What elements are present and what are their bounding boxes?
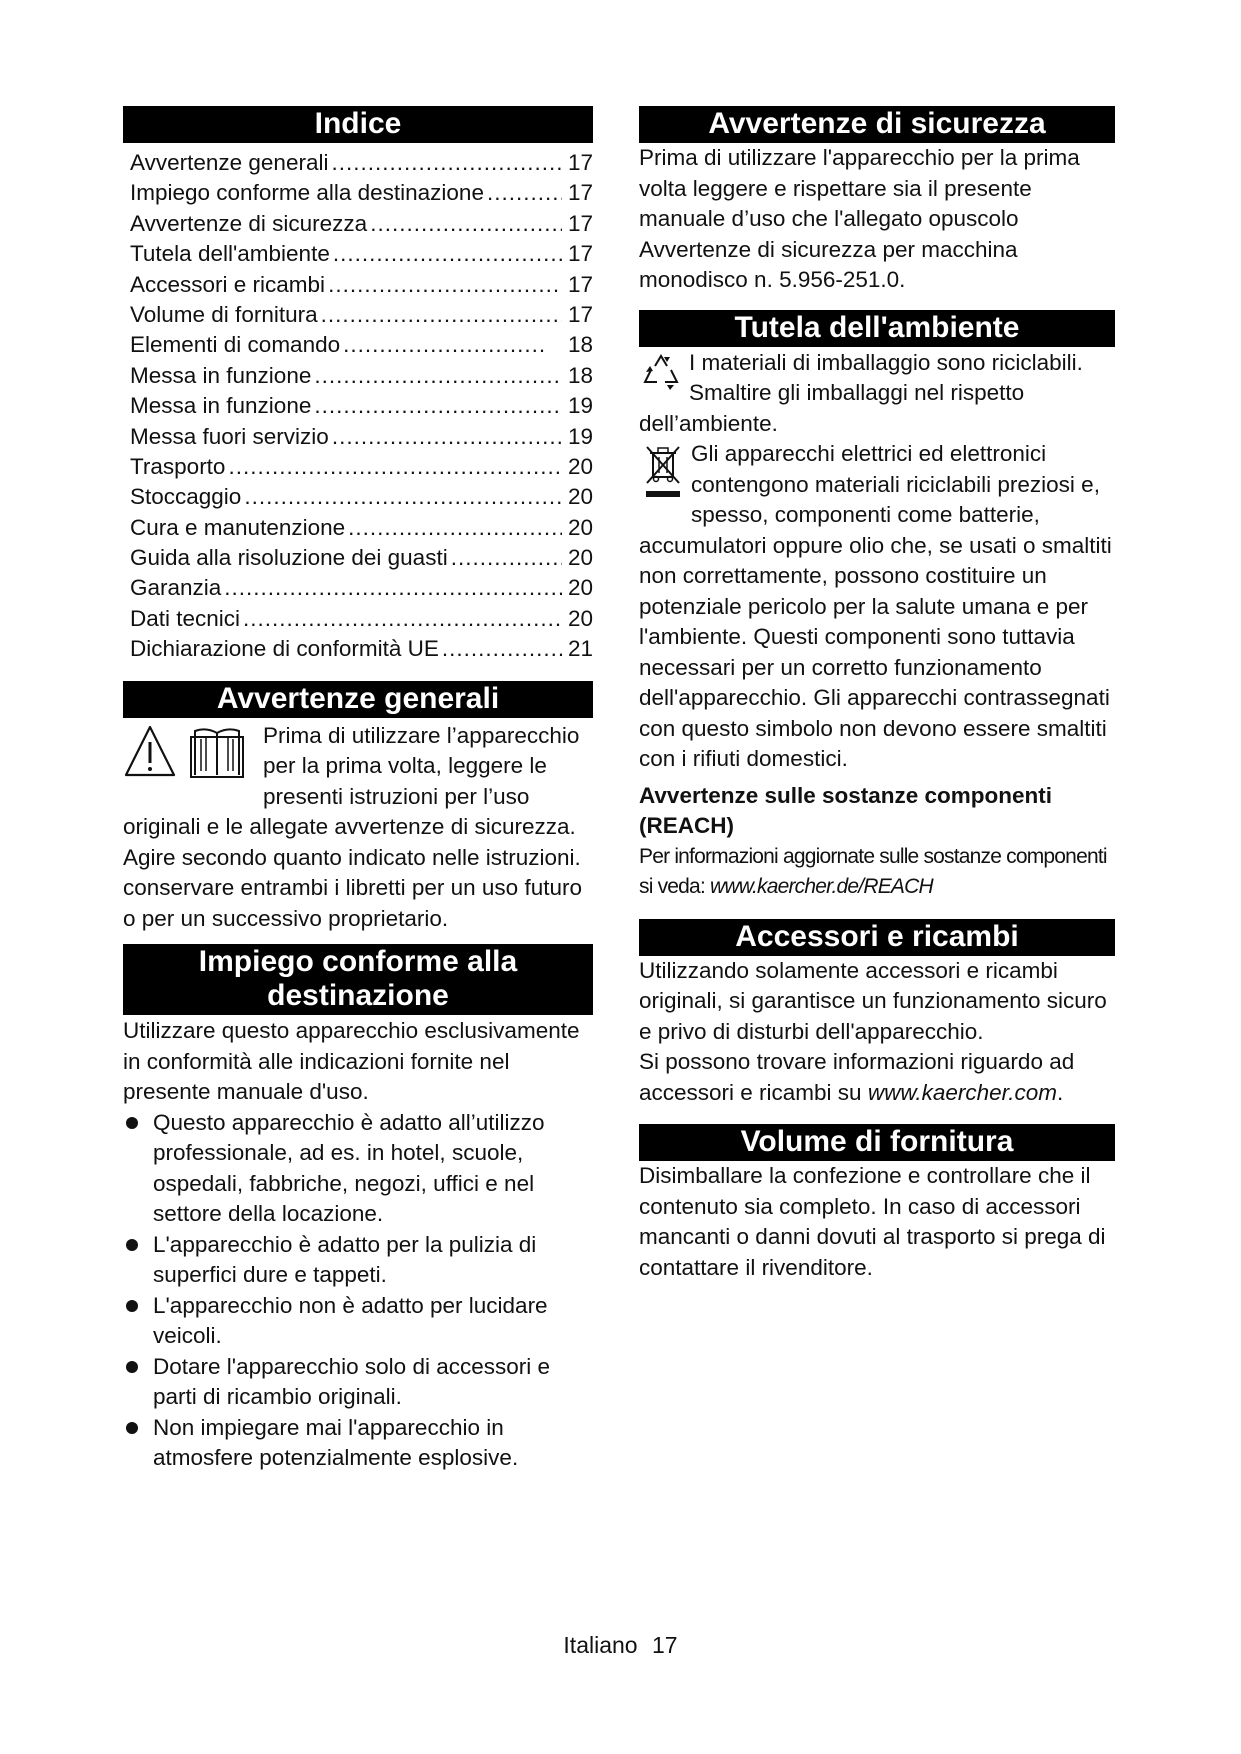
toc-item[interactable]	[123, 513, 593, 543]
toc-item[interactable]	[123, 634, 593, 664]
delivery-section	[639, 1161, 1115, 1283]
toc-item-page: 17	[567, 180, 593, 206]
accessories-section	[639, 956, 1115, 1109]
list-item: Questo apparecchio è adatto all’utilizzo professionale, ad es. in hotel, scuole, ospedali, fabbriche, negozi, uffici e nel settore della locazione.	[123, 1108, 593, 1230]
toc-item-title: Messa in funzione	[130, 393, 312, 419]
delivery-text: Disimballare la confezione e controllare che il contenuto sia completo. In caso di accessori mancanti o danni dovuti al trasporto si prega di contattare il rivenditore.	[639, 1163, 1106, 1280]
manual-book-icon	[191, 729, 243, 777]
reach-link[interactable]: www.kaercher.de/REACH	[710, 875, 933, 898]
toc-item-page: 17	[567, 241, 593, 267]
toc-item-page: 21	[567, 636, 593, 662]
toc-item-page: 17	[567, 150, 593, 175]
bullet-icon	[126, 1117, 138, 1129]
toc-item-page: 17	[567, 301, 593, 327]
toc-item[interactable]	[123, 452, 593, 482]
toc-item-title: Messa in funzione	[130, 362, 312, 388]
crossed-bin-icon	[643, 443, 683, 512]
toc-item-title: Avvertenze di sicurezza	[130, 210, 368, 236]
toc-item[interactable]	[123, 330, 593, 360]
safety-heading: Avvertenze di sicurezza	[639, 106, 1115, 143]
list-item: Non impiegare mai l'apparecchio in atmosfere potenzialmente esplosive.	[123, 1413, 593, 1474]
recycle-icon	[641, 352, 681, 405]
toc-item[interactable]	[123, 543, 593, 573]
bullet-icon	[126, 1422, 138, 1434]
reach-text: Per informazioni aggiornate sulle sostanze componenti si veda: www.kaercher.de/REACH	[639, 844, 1107, 898]
toc-item-page: 19	[567, 393, 593, 419]
intended-use-list	[123, 1108, 593, 1474]
toc-item-title: Avvertenze generali	[130, 150, 329, 175]
toc-item-page: 18	[567, 362, 593, 388]
accessories-text: Utilizzando solamente accessori e ricambi originali, si garantisce un funzionamento sicuro e privo di disturbi dell'apparecchio.	[639, 957, 1107, 1044]
toc-item-title: Guida alla risoluzione dei guasti	[130, 545, 448, 571]
toc-item-title: Dati tecnici	[130, 605, 241, 631]
safety-text: Prima di utilizzare l'apparecchio per la prima volta leggere e rispettare sia il presente manuale d’uso che l'allegato opuscolo Avvertenze di sicurezza per macchina monodisco n. 5.956-251.0.	[639, 145, 1080, 292]
table-of-contents	[123, 143, 593, 665]
accessories-heading: Accessori e ricambi	[639, 919, 1115, 956]
toc-item[interactable]	[123, 422, 593, 452]
bullet-icon	[126, 1300, 138, 1312]
toc-item-title: Accessori e ricambi	[130, 271, 326, 297]
warning-triangle-icon	[123, 723, 253, 781]
toc-item[interactable]	[123, 391, 593, 421]
intended-use-heading: Impiego conforme alla destinazione	[123, 944, 593, 1015]
footer-page-number: 17	[651, 1632, 678, 1658]
toc-item-title: Garanzia	[130, 575, 222, 601]
toc-item[interactable]	[123, 482, 593, 512]
intended-use-section	[123, 1015, 593, 1474]
toc-item[interactable]	[123, 604, 593, 634]
toc-item[interactable]	[123, 361, 593, 391]
environment-heading: Tutela dell'ambiente	[639, 310, 1115, 347]
toc-item-title: Messa fuori servizio	[130, 423, 329, 449]
left-column	[123, 106, 593, 1474]
toc-item[interactable]	[123, 148, 593, 178]
toc-item-title: Volume di fornitura	[130, 301, 318, 327]
toc-item[interactable]	[123, 239, 593, 269]
toc-heading: Indice	[123, 106, 593, 143]
toc-item-title: Impiego conforme alla destinazione	[130, 180, 484, 206]
general-section	[123, 718, 593, 935]
toc-item-title: Dichiarazione di conformità UE	[130, 636, 439, 662]
toc-item-title: Tutela dell'ambiente	[130, 241, 330, 267]
kaercher-link[interactable]: www.kaercher.com	[867, 1079, 1058, 1105]
footer-language: Italiano	[563, 1632, 638, 1658]
reach-heading: Avvertenze sulle sostanze componenti (REACH)	[639, 782, 1053, 838]
toc-item-page: 20	[567, 575, 593, 601]
delivery-heading: Volume di fornitura	[639, 1124, 1115, 1161]
bullet-icon	[126, 1239, 138, 1251]
toc-item-page: 20	[567, 545, 593, 571]
toc-item-page: 20	[567, 514, 593, 540]
toc-item-page: 20	[567, 453, 593, 479]
accessories-link-text: Si possono trovare informazioni riguardo ad accessori e ricambi su www.kaercher.com.	[639, 1049, 1075, 1105]
bullet-icon	[126, 1361, 138, 1373]
right-column	[639, 106, 1115, 1283]
general-heading: Avvertenze generali	[123, 681, 593, 718]
recycle-text: I materiali di imballaggio sono riciclabili. Smaltire gli imballaggi nel rispetto dell’ambiente.	[639, 349, 1083, 436]
toc-item-title: Elementi di comando	[130, 332, 341, 358]
toc-item-title: Trasporto	[130, 453, 226, 479]
page-footer	[0, 1630, 1241, 1661]
weee-text: Gli apparecchi elettrici ed elettronici contengono materiali riciclabili preziosi e, spesso, componenti come batterie, accumulatori oppure olio che, se usati o smaltiti non correttamente, possono costituire un potenziale pericolo per la salute umana e per l'ambiente. Questi componenti sono tuttavia necessari per un corretto funzionamento dell'apparecchio. Gli apparecchi contrassegnati con questo simbolo non devono essere smaltiti con i rifiuti domestici.	[639, 441, 1112, 771]
list-item: Dotare l'apparecchio solo di accessori e parti di ricambio originali.	[123, 1352, 593, 1413]
toc-item[interactable]	[123, 300, 593, 330]
toc-item-title: Stoccaggio	[130, 484, 242, 510]
toc-item-page: 20	[567, 605, 593, 631]
toc-item[interactable]	[123, 270, 593, 300]
toc-item-page: 19	[567, 423, 593, 449]
general-text: Prima di utilizzare l’apparecchio per la prima volta, leggere le presenti istruzioni per l’uso originali e le allegate avvertenze di sicurezza. Agire secondo quanto indicato nelle istruzioni. conservare entrambi i libretti per un uso futuro o per un successivo proprietario.	[123, 722, 582, 931]
list-item: L'apparecchio è adatto per la pulizia di superfici dure e tappeti.	[123, 1230, 593, 1291]
intended-use-intro: Utilizzare questo apparecchio esclusivamente in conformità alle indicazioni fornite nel presente manuale d'uso.	[123, 1018, 580, 1105]
toc-item[interactable]	[123, 178, 593, 208]
toc-item-page: 17	[567, 271, 593, 297]
toc-item-page: 18	[567, 332, 593, 358]
toc-item-page: 17	[567, 210, 593, 236]
warning-manual-icons	[123, 723, 253, 790]
safety-section	[639, 143, 1115, 296]
environment-section	[639, 347, 1115, 903]
list-item: L'apparecchio non è adatto per lucidare veicoli.	[123, 1291, 593, 1352]
toc-item-title: Cura e manutenzione	[130, 514, 346, 540]
toc-item-page: 20	[567, 484, 593, 510]
toc-item[interactable]	[123, 209, 593, 239]
toc-item[interactable]	[123, 573, 593, 603]
